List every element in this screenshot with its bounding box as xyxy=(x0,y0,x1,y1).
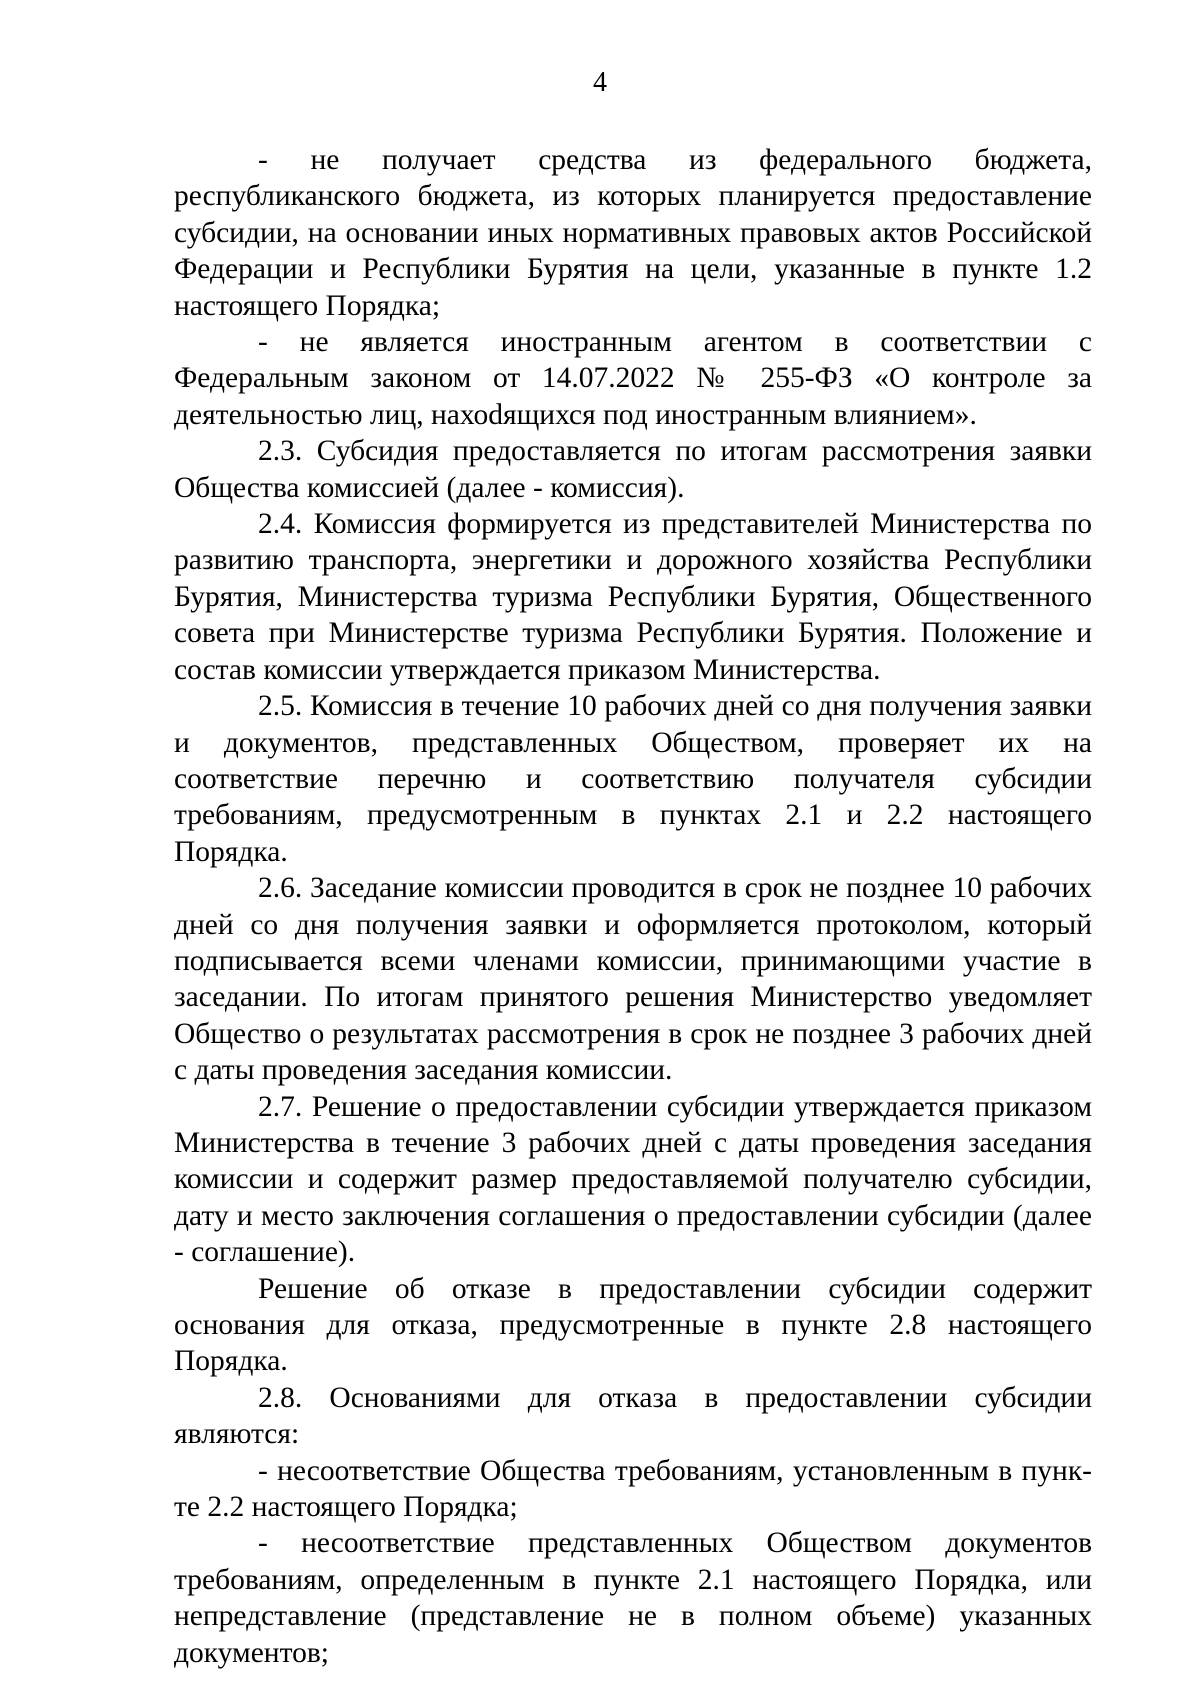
paragraph-2-8: 2.8. Основаниями для отказа в предоставлении субсидии являются: xyxy=(174,1381,1092,1451)
paragraph-not-receiving-funds: - не получает средства из федерального бюджета, республиканского бюджета, из которых планируется предоставление субсидии, на основании иных нормативных правовых актов Российской Федерации и Республики Бурятия на цели, указанные в пункте 1.2 настоящего Порядка; xyxy=(174,144,1092,322)
paragraph-2-4: 2.4. Комиссия формируется из представителей Министерства по развитию транспорта, энергетики и дорожного хозяйства Республики Бурятия, Министерства туризма Республики Бурятия, Общественного совета при Министерстве туризма Республики Бурятия. Положение и состав комиссии утверждается приказом Министерства. xyxy=(174,508,1092,686)
paragraph-refusal-decision: Решение об отказе в предоставлении субсидии содержит основания для отказа, предусмотренные в пункте 2.8 настоящего Порядка. xyxy=(174,1272,1092,1378)
document-body xyxy=(174,142,1092,1671)
page-number: 4 xyxy=(593,67,607,98)
paragraph-2-3: 2.3. Субсидия предоставляется по итогам рассмотрения заявки Общества комиссией (далее - комиссия). xyxy=(174,435,1092,504)
paragraph-2-6: 2.6. Заседание комиссии проводится в срок не позднее 10 рабочих дней со дня получения заявки и оформляется протоколом, который подписывается всеми членами комиссии, принимающими участие в заседании. По итогам принятого решения Министерство уведомляет Общество о результатах рассмотрения в срок не позднее 3 рабочих дней с даты проведения заседания комиссии. xyxy=(174,872,1092,1087)
paragraph-2-5: 2.5. Комиссия в течение 10 рабочих дней со дня получения заявки и документов, представленных Обществом, проверяет их на соответствие перечню и соответствию получателя субсидии требованиям, предусмотренным в пунктах 2.1 и 2.2 настоящего Порядка. xyxy=(174,690,1092,868)
paragraph-2-7: 2.7. Решение о предоставлении субсидии утверждается приказом Министерства в течение 3 рабочих дней с даты проведения заседания комиссии и содержит размер предоставляемой получателю субсидии, дату и место заключения соглашения о предоставлении субсидии (далее - соглашение). xyxy=(174,1090,1092,1269)
paragraph-ground-requirements: - несоответствие Общества требованиям, установленным в пункте 2.2 настоящего Порядка; xyxy=(174,1454,1092,1524)
paragraph-ground-documents: - несоответствие представленных Обществом документов требованиям, определенным в пункте 2.1 настоящего Порядка, или непредставление (представление не в полном объеме) указанных документов; xyxy=(174,1527,1092,1669)
paragraph-not-foreign-agent: - не является иностранным агентом в соответствии с Федеральным законом от 14.07.2022 № 255-ФЗ «О контроле за деятельностью лиц, нахоdящихся под иностранным влиянием». xyxy=(174,326,1092,431)
